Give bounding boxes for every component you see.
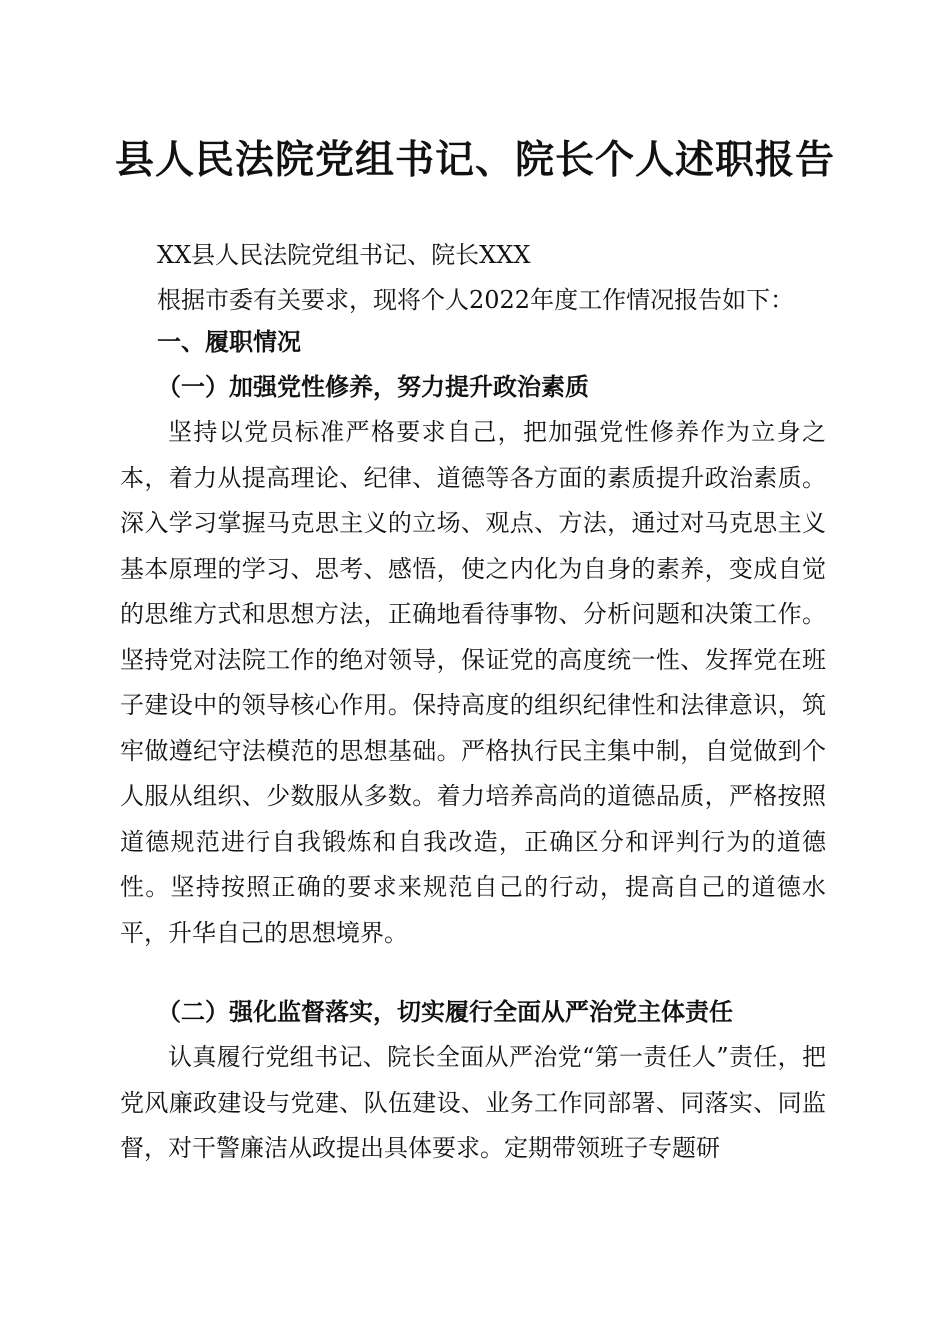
subsection-heading-2: （二）强化监督落实，切实履行全面从严治党主体责任 xyxy=(157,997,733,1026)
subsection-heading-1: （一）加强党性修养，努力提升政治素质 xyxy=(157,372,589,401)
body-paragraph-2: 认真履行党组书记、院长全面从严治党“第一责任人”责任，把党风廉政建设与党建、队伍建设、业务工作同部署、同落实、同监督，对干警廉洁从政提出具体要求。定期带领班子专题研 xyxy=(120,1043,826,1162)
section-heading-1: 一、履职情况 xyxy=(157,328,301,356)
body-paragraph-1: 坚持以党员标准严格要求自己，把加强党性修养作为立身之本，着力从提高理论、纪律、道德等各方面的素质提升政治素质。深入学习掌握马克思主义的立场、观点、方法，通过对马克思主义基本原理的学习、思考、感悟，使之内化为自身的素养，变成自觉的思维方式和思想方法，正确地看待事物、分析问题和决策工作。坚持党对法院工作的绝对领导，保证党的高度统一性、发挥党在班子建设中的领导核心作用。保持高度的组织纪律性和法律意识，筑牢做遵纪守法模范的思想基础。严格执行民主集中制，自觉做到个人服从组织、少数服从多数。着力培养高尚的道德品质，严格按照道德规范进行自我锻炼和自我改造，正确区分和评判行为的道德性。坚持按照正确的要求来规范自己的行动，提高自己的道德水平，升华自己的思想境界。 xyxy=(120,418,826,947)
author-line: XX县人民法院党组书记、院长XXX xyxy=(157,241,531,269)
intro-paragraph: 根据市委有关要求，现将个人2022年度工作情况报告如下： xyxy=(157,286,795,314)
document-title: 县人民法院党组书记、院长个人述职报告 xyxy=(114,137,835,183)
